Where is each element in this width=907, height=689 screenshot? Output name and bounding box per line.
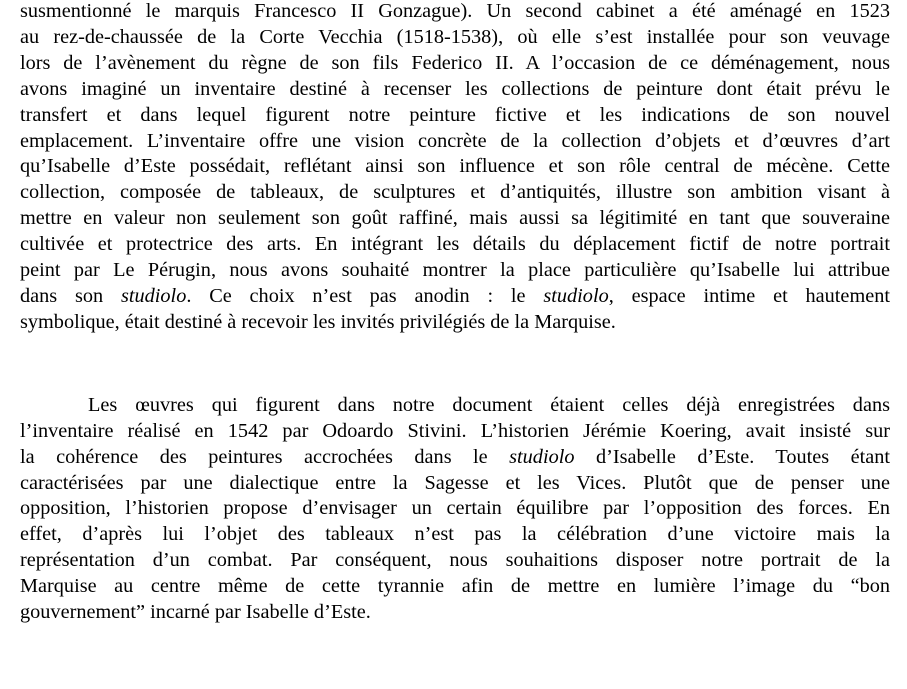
text-line: cultivée et protectrice des arts. En intégrant les détails du déplacement fictif de notre portrait	[20, 233, 890, 256]
text-line: opposition, l’historien propose d’envisager un certain équilibre par l’opposition des forces. En	[20, 497, 890, 520]
text-line: symbolique, était destiné à recevoir les invités privilégiés de la Marquise.	[20, 310, 616, 333]
text-segment: la cohérence des peintures accrochées dans le	[20, 445, 510, 468]
text-line: avons imaginé un inventaire destiné à recenser les collections de peinture dont était prévu le	[20, 77, 890, 100]
text-line: l’inventaire réalisé en 1542 par Odoardo Stivini. L’historien Jérémie Koering, avait insisté sur	[20, 419, 890, 442]
text-line: Marquise au centre même de cette tyrannie afin de mettre en lumière l’image du “bon	[20, 575, 890, 598]
document-page	[20, 0, 890, 626]
text-segment: d’Isabelle d’Este. Toutes étant	[574, 445, 890, 468]
text-line: qu’Isabelle d’Este possédait, reflétant ainsi son influence et son rôle central de mécène. Cette	[20, 155, 890, 178]
text-line: transfert et dans lequel figurent notre peinture fictive et les indications de son nouvel	[20, 103, 890, 126]
text-segment: dans son	[20, 284, 121, 307]
text-line-indented: Les œuvres qui figurent dans notre document étaient celles déjà enregistrées dans	[88, 393, 890, 416]
text-segment: . Ce choix n’est pas anodin : le	[186, 284, 544, 307]
text-line: effet, d’après lui l’objet des tableaux n’est pas la célébration d’une victoire mais la	[20, 523, 890, 546]
italic-term: studiolo	[509, 445, 575, 468]
text-line: collection, composée de tableaux, de sculptures et d’antiquités, illustre son ambition visant à	[20, 181, 890, 204]
text-line: mettre en valeur non seulement son goût raffiné, mais aussi sa légitimité en tant que souveraine	[20, 207, 890, 230]
text-line: caractérisées par une dialectique entre la Sagesse et les Vices. Plutôt que de penser une	[20, 471, 890, 494]
text-line: lors de l’avènement du règne de son fils Federico II. A l’occasion de ce déménagement, nous	[20, 51, 890, 74]
text-line: représentation d’un combat. Par conséquent, nous souhaitions disposer notre portrait de la	[20, 549, 890, 572]
text-line: susmentionné le marquis Francesco II Gonzague). Un second cabinet a été aménagé en 1523	[20, 0, 890, 22]
paragraph-2	[20, 393, 890, 626]
italic-term: studiolo	[120, 284, 187, 307]
text-line: au rez-de-chaussée de la Corte Vecchia (1518-1538), où elle s’est installée pour son veuvage	[20, 25, 890, 48]
text-line-with-italics	[20, 284, 890, 310]
text-line: gouvernement” incarné par Isabelle d’Este.	[20, 601, 371, 624]
text-line-with-italics	[20, 445, 890, 471]
paragraph-1	[20, 0, 890, 336]
text-segment: , espace intime et hautement	[608, 284, 890, 307]
text-line: peint par Le Pérugin, nous avons souhaité montrer la place particulière qu’Isabelle lui attribue	[20, 259, 890, 282]
italic-term: studiolo	[543, 284, 609, 307]
text-line: emplacement. L’inventaire offre une vision concrète de la collection d’objets et d’œuvres d’art	[20, 129, 890, 152]
